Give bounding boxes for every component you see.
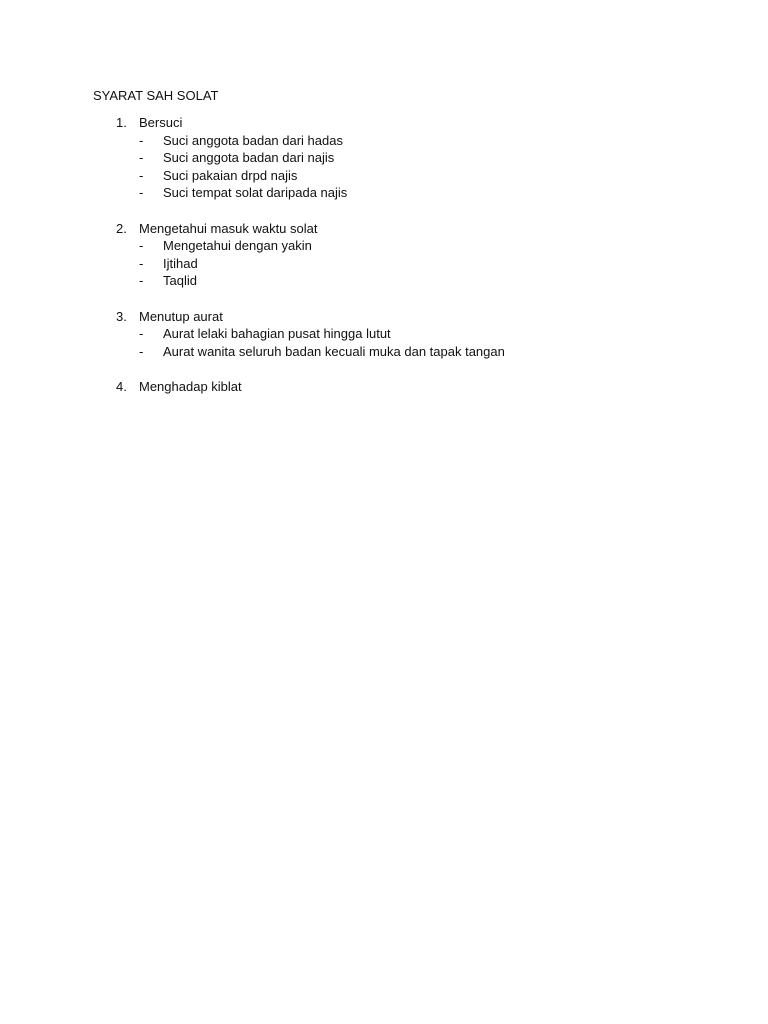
requirements-list [0,114,768,413]
sub-item [0,237,768,255]
sub-item-dash: - [139,150,144,166]
sub-item [0,132,768,150]
sub-item-dash: - [139,255,144,271]
sub-item-dash: - [139,343,144,359]
sub-item-dash: - [139,326,144,342]
sub-item-dash: - [139,132,144,148]
sub-item-text: Suci anggota badan dari hadas [163,132,343,148]
sub-item [0,167,768,185]
sub-item-dash: - [139,273,144,289]
sub-item-text: Aurat wanita seluruh badan kecuali muka dan tapak tangan [163,343,505,359]
list-item-heading [0,308,768,326]
list-item-number: 4. [116,378,127,394]
list-item-label: Bersuci [139,115,183,130]
list-item-number: 2. [116,220,127,236]
sub-item [0,272,768,290]
list-item-number: 3. [116,308,127,324]
list-item [0,378,768,396]
sub-item-dash: - [139,185,144,201]
list-item-label: Mengetahui masuk waktu solat [139,220,318,236]
list-item-heading [0,220,768,238]
sub-item-text: Suci anggota badan dari najis [163,150,335,166]
sub-item [0,343,768,361]
sub-item-text: Aurat lelaki bahagian pusat hingga lutut [163,326,391,342]
list-item [0,114,768,202]
sub-item [0,184,768,202]
sub-item-text: Ijtihad [163,255,198,271]
sub-item [0,255,768,273]
document-title: SYARAT SAH SOLAT [93,88,219,103]
list-item-label: Menghadap kiblat [139,378,242,394]
sub-item-dash: - [139,238,144,254]
list-item-number: 1. [116,115,127,130]
list-item [0,308,768,361]
list-item [0,220,768,290]
sub-item [0,149,768,167]
list-item-label: Menutup aurat [139,308,223,324]
sub-item-dash: - [139,167,144,183]
list-item-heading [0,378,768,396]
list-item-heading [0,114,768,132]
sub-item-text: Mengetahui dengan yakin [163,238,312,254]
sub-item-text: Taqlid [163,273,197,289]
sub-item-text: Suci pakaian drpd najis [163,167,298,183]
sub-item [0,325,768,343]
sub-item-text: Suci tempat solat daripada najis [163,185,348,201]
